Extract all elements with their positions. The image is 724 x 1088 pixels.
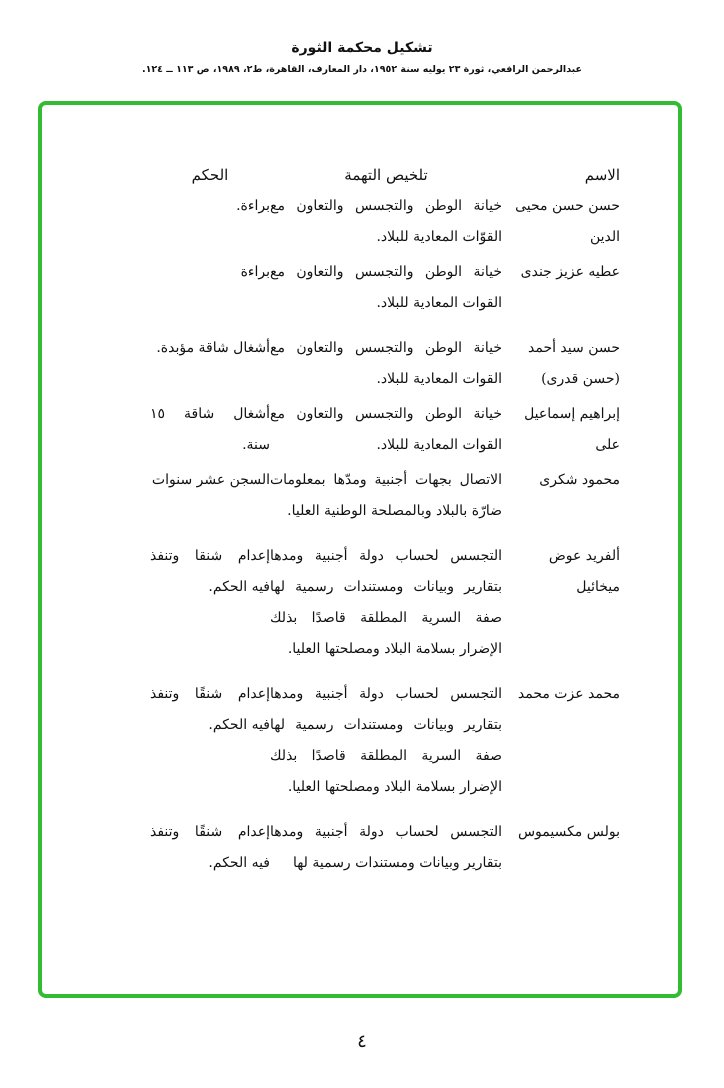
charge-summary: خيانة الوطن والتجسس والتعاون مع القوّات المعادية للبلاد. — [270, 198, 502, 245]
page-title: تشكيل محكمة الثورة — [291, 40, 433, 56]
defendant-name: بولس مكسيموس — [517, 824, 620, 840]
charge-summary: خيانة الوطن والتجسس والتعاون مع القوات المعادية للبلاد. — [270, 264, 502, 311]
defendant-name: محمود شكرى — [539, 472, 620, 488]
verdict: إعدام شنقا وتنفذ فيه الحكم. — [150, 548, 270, 595]
verdict: السجن عشر سنوات — [151, 472, 270, 488]
table-row — [150, 191, 620, 257]
verdict: أشغال شاقة مؤبدة. — [156, 340, 270, 356]
verdicts-table — [150, 160, 620, 883]
page-header — [0, 38, 724, 79]
table-row — [150, 465, 620, 541]
defendant-name: حسن سيد أحمد (حسن قدرى) — [528, 340, 620, 387]
charge-summary: التجسس لحساب دولة أجنبية ومدها بتقارير وبيانات ومستندات رسمية لها — [270, 824, 502, 871]
verdict: براءة. — [236, 198, 270, 214]
page-number: ٤ — [357, 1031, 367, 1052]
table-row — [150, 679, 620, 817]
table-row — [150, 399, 620, 465]
verdict: براءة — [240, 264, 270, 280]
table-row — [150, 817, 620, 883]
charge-summary: خيانة الوطن والتجسس والتعاون مع القوات المعادية للبلاد. — [270, 340, 502, 387]
column-header-name: الاسم — [584, 166, 620, 184]
defendant-name: حسن حسن محيى الدين — [515, 198, 620, 245]
table-row — [150, 541, 620, 679]
table-header-row — [150, 160, 620, 191]
verdict: إعدام شنقًا وتنفذ فيه الحكم. — [150, 824, 270, 871]
verdict: أشغال شاقة ١٥ سنة. — [150, 406, 270, 453]
verdicts-table-container — [150, 160, 620, 883]
charge-summary: الاتصال بجهات أجنبية ومدّها بمعلومات ضارّة بالبلاد وبالمصلحة الوطنية العليا. — [270, 472, 502, 519]
column-header-charge: تلخيص التهمة — [344, 166, 428, 184]
charge-summary: التجسس لحساب دولة أجنبية ومدها بتقارير وبيانات ومستندات رسمية لها صفة السرية المطلقة قاصدًا بذلك الإضرار بسلامة البلاد ومصلحتها العليا. — [270, 686, 502, 795]
verdict: إعدام شنقًا وتنفذ فيه الحكم. — [150, 686, 270, 733]
table-row — [150, 333, 620, 399]
defendant-name: محمد عزت محمد — [517, 686, 620, 702]
column-header-verdict: الحكم — [191, 166, 229, 184]
defendant-name: ألفريد عوض ميخائيل — [548, 548, 620, 595]
defendant-name: عطيه عزيز جندى — [520, 264, 620, 280]
table-row — [150, 257, 620, 333]
charge-summary: التجسس لحساب دولة أجنبية ومدها بتقارير وبيانات ومستندات رسمية لها صفة السرية المطلقة قاصدًا بذلك الإضرار بسلامة البلاد ومصلحتها العليا. — [270, 548, 502, 657]
source-citation: عبدالرحمن الرافعي، ثورة ٢٣ يوليه سنة ١٩٥٢، دار المعارف، القاهرة، ط٢، ١٩٨٩، ص ١١٣ ــ ١٢٤. — [141, 64, 583, 75]
charge-summary: خيانة الوطن والتجسس والتعاون مع القوات المعادية للبلاد. — [270, 406, 502, 453]
defendant-name: إبراهيم إسماعيل على — [524, 406, 620, 453]
